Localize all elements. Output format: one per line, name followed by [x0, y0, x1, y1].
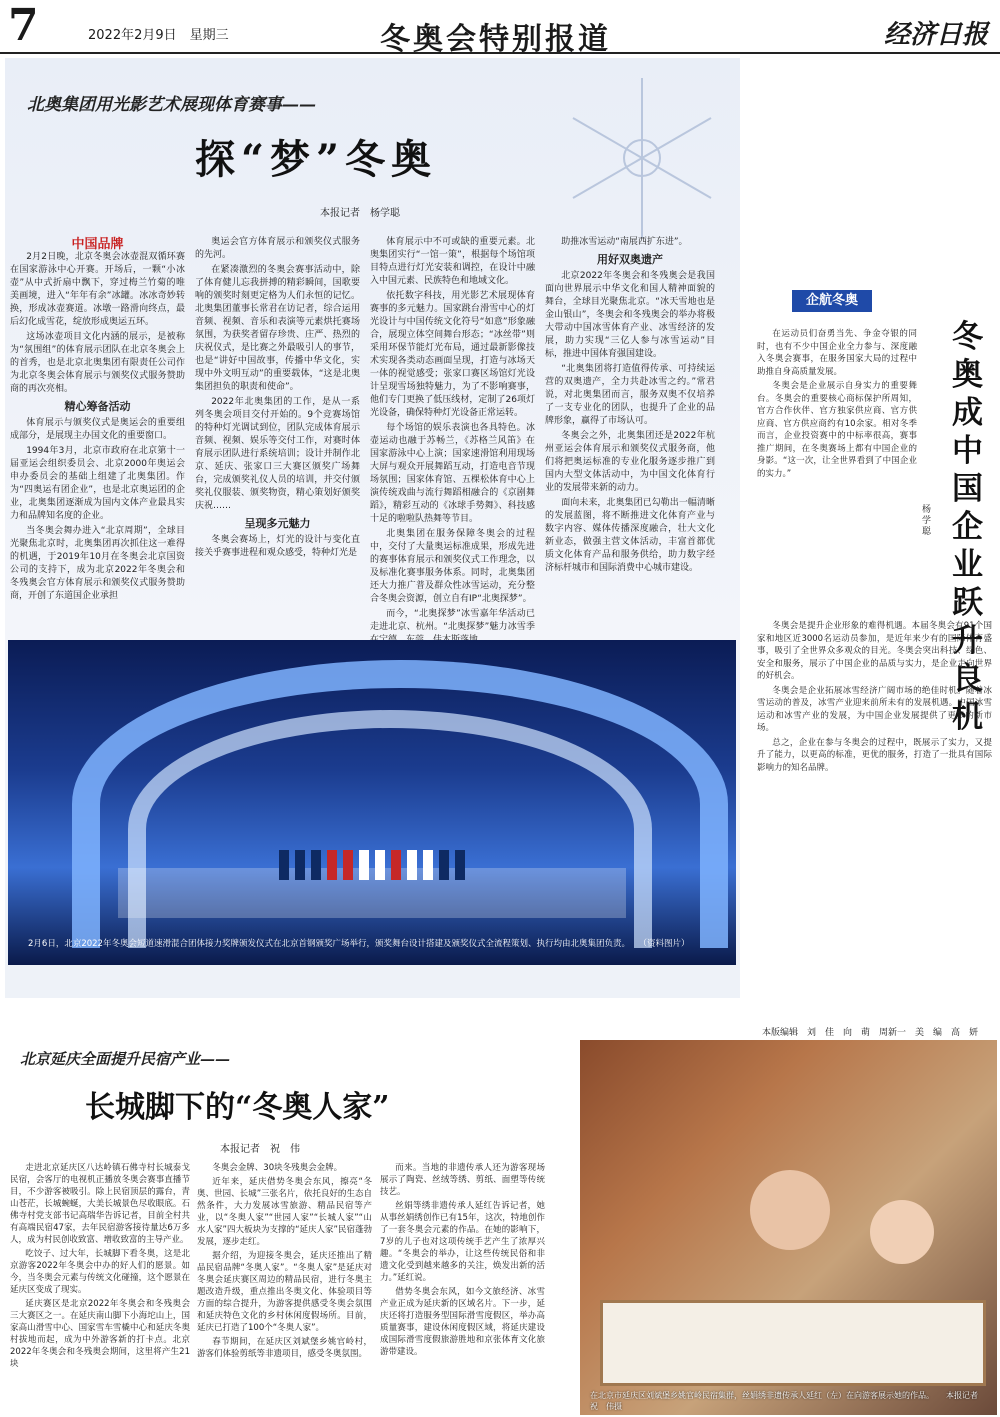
paragraph: 吃饺子、过大年，长城脚下看冬奥，这是北京游客2022年冬奥会中办的好人们的愿景。如今，当冬奥会元素与传统文化碰撞，这个愿景在延庆区变成了现实。 — [10, 1249, 190, 1295]
athletes-row — [118, 850, 626, 880]
person-figure — [750, 1170, 830, 1250]
story2-column-1 — [10, 1162, 190, 1372]
paragraph: 依托数字科技，用光影艺术展现体育赛事的多元魅力。国家跳台滑雪中心的灯光设计与中国传统文化符号“如意”形象融合，展现立体空间舞台形态；“冰丝带”则采用环保节能灯光布局，通过最新影像技术实现各类动态画面呈现，打造与冰场天一体的视觉感受；张家口赛区场馆灯光设计呈现雪场独特魅力，为了不影响赛事，他们专门更换了低压线材，定制了26项灯光设备，确保特种灯光设备正常运转。 — [370, 291, 535, 418]
page-number: 7 — [8, 0, 39, 51]
paragraph: 在紧凑激烈的冬奥会赛事活动中，除了体育健儿忘我拼搏的精彩瞬间，国歌要响的颁奖时刻更定格为人们永恒的记忆。北奥集团董事长常君在访记者，综合运用音频、视频、音乐和表演等元素烘托赛场氛围，为获奖者留存珍贵、庄严、热烈的庆祝仪式，是比赛之外最吸引人的事节，也是“讲好中国故事，传播中华文化，实现中外文明互动”的重要载体，“这是北奥集团担负的职责和使命”。 — [195, 265, 360, 392]
paragraph: 2022年北奥集团的工作，是从一系列冬奥会项目交付开始的。9个竞赛场馆的特种灯光调试到位，团队完成体育展示音频、视频、娱乐等交付工作，对赛时体育展示团队进行系统培训；设计并制作北京、延庆、张家口三大赛区颁奖广场舞台，完成颁奖礼仪人员的培训，并交付颁奖礼仪服装、颁奖物资，精心策划好颁奖庆祝…… — [195, 397, 360, 511]
child-figure — [870, 1200, 934, 1264]
photo1-caption: 2月6日，北京2022年冬奥会短道速滑混合团体接力奖牌颁发仪式在北京首钢颁奖广场举行，颁奖舞台设计搭建及颁奖仪式全流程策划、执行均由北奥集团负责。 （资料图片） — [28, 939, 690, 949]
homestay-photo — [580, 1040, 997, 1415]
paragraph: 延庆赛区是北京2022年冬奥会和冬残奥会三大赛区之一。在延庆南山脚下小海坨山上，国家高山滑雪中心、国家雪车雪橇中心和延庆冬奥村拔地而起，成为中外游客新的打卡点。北京2022年冬奥会和冬残奥会期间，这里将产生21块 — [10, 1299, 190, 1369]
paragraph: 体育展示中不可或缺的重要元素。北奥集团实行“一馆一策”，根据每个场馆项目特点进行灯光安装和调控，在设计中融入中国元素、民族特色和地域文化。 — [370, 237, 535, 286]
newspaper-logo: 经济日报 — [883, 20, 988, 50]
story1-subhead: 用好双奥遗产 — [597, 253, 663, 266]
paragraph: 走进北京延庆区八达岭镇石佛寺村长城泰戈民宿，会客厅的电视机正播放冬奥会赛事直播节目，不少游客被吸引。除上民宿顶层的露台，青山苍茫，长城蜿蜒，大美长城景色尽收眼底。石佛寺村党支部书记高瑞华告诉记者，目前全村共有高端民宿47家，去年民宿游客接待量达6万多人，成为村民创收致富、增收致富的主导产业。 — [10, 1163, 190, 1245]
paragraph: 而今，“北奥探梦”冰雪嘉年华活动已走进北京、杭州。“北奥探梦”魅力冰雪季 — [370, 609, 535, 632]
story3-body-bottom — [757, 620, 992, 776]
masthead — [0, 0, 1000, 57]
story1-column-3 — [370, 236, 535, 649]
story2-column-3 — [380, 1162, 545, 1360]
paragraph: 冬奥会赛场上，灯光的设计与变化直接关乎赛事进程和观众感受，特种灯光是 — [195, 535, 360, 558]
story2-column-2 — [197, 1162, 372, 1362]
paragraph: 奥运会官方体育展示和颁奖仪式服务的先河。 — [195, 237, 360, 260]
paragraph: 当冬奥会舞办进入“北京周期”，全球目光聚焦北京时，北奥集团再次抓住这一难得的机遇，于2019年10月在冬奥会北京国资公司的支持下，成为北京2022年冬奥会和冬残奥会官方体育展示和颁奖仪式服务赞助商，开创了东道国企业承担 — [10, 526, 185, 601]
snowflake-decoration-icon — [545, 58, 740, 258]
page-editors: 本版编辑 刘 佳 向 萌 周新一 美 编 高 妍 — [762, 1028, 979, 1038]
story1-subhead: 精心筹备活动 — [64, 400, 131, 413]
story1-subhead: 呈现多元魅力 — [244, 517, 311, 530]
paragraph: 冬奥会是提升企业形象的难得机遇。本届冬奥会有91个国家和地区近3000名运动员参加，是近年来少有的国际体育盛事，吸引了全世界众多观众的目光。冬奥会突出科技、绿色、安全和服务，展示了中国企业的品质与实力，是企业走向世界的好机会。 — [757, 621, 992, 681]
paragraph: 面向未来，北奥集团已勾勒出一幅清晰的发展蓝图，将不断推进文化体育产业与数字内容、媒体传播深度融合，壮大文化新业态，做强主营文体活动，丰富首都优质文化体育产品和服务供给，助力数字经济标杆城市和国际消费中心城市建设。 — [545, 498, 715, 573]
paragraph: 这场冰壶项目文化内涵的展示，是被称为“氛围组”的体育展示团队在北京冬奥会上的首秀，也是北京北奥集团有限责任公司作为北京冬奥会体育展示与颁奖仪式服务赞助商的再次亮相。 — [10, 332, 185, 394]
paragraph: 北奥集团在服务保障冬奥会的过程中，交付了大量奥运标准成果，形成先进的赛事体育展示和颁奖仪式工作理念，以及标准化赛事服务体系。同时，北奥集团还大力推广普及群众性冰雪运动，充分整合冬奥会资源，创立自有IP“北奥探梦”。 — [370, 529, 535, 604]
paragraph: 冬奥会之外，北奥集团还是2022年杭州亚运会体育展示和颁奖仪式服务商，他们将把奥运标准的专业化服务逐步推广到国内大型文体活动中，为中国文化体育行业的发展带来新的动力。 — [545, 431, 715, 493]
paragraph: 借势冬奥会东风，如今文旅经济、冰雪产业正成为延庆新的区域名片。下一步，延庆还将打造服务型国际滑雪度假区，举办高质量赛事，建设休闲度假区域，将延庆建设成国际滑雪度假旅游胜地和京张体育文化旅游带建设。 — [380, 1287, 545, 1357]
paragraph: 春节期间，在延庆区刘斌堡乡姚官岭村，游客们体验剪纸等非遗项目，感受冬奥氛围。 — [197, 1337, 372, 1359]
paragraph: 而来。当地的非遗传承人还为游客现场展示了陶瓷、丝绒等绣、剪纸、面塑等传统技艺。 — [380, 1163, 545, 1197]
story1-column-4 — [545, 236, 715, 577]
paragraph: 助推冰雪运动“南展西扩东进”。 — [561, 237, 688, 247]
medal-ceremony-photo — [8, 640, 736, 965]
paragraph: 近年来，延庆借势冬奥会东风，擦亮“冬奥、世园、长城”三张名片，依托良好的生态自然条件，大力发展冰雪旅游、精品民宿等产业，以“冬奥人家”“世园人家”“长城人家”“山水人家”四大板块为支撑的“延庆人家”民宿蓬勃发展，逐步走红。 — [197, 1177, 372, 1247]
paragraph: 1994年3月，北京市政府在北京第十一届亚运会组织委员会、北京2000年奥运会申办委员会的基础上组建了北奥集团。作为“四奥运有团企业”，也是北京奥运团的企业，北奥集团逐渐成为国内文体产业最具实力和品牌知名度的企业。 — [10, 446, 185, 521]
story3-headline: 冬奥成中国企业跃升良机 — [952, 319, 983, 735]
story3-body-top — [757, 328, 917, 482]
story2-kicker: 北京延庆全面提升民宿产业—— — [20, 1050, 231, 1068]
paragraph: 总之，企业在参与冬奥会的过程中，既展示了实力，又提升了能力，以更高的标准，更优的服务，打造了一批具有国际影响力的知名品牌。 — [757, 737, 992, 773]
paragraph: 北京2022年冬奥会和冬残奥会是我国面向世界展示中华文化和国人精神面貌的舞台，全球目光聚焦北京。“冰天雪地也是金山银山”，冬奥会和冬残奥会的举办将极大带动中国冰雪体育产业、冰雪经济的发展，助力实现“三亿人参与冰雪运动”目标，推进中国体育强国建设。 — [545, 271, 715, 359]
column-tag: 企航冬奥 — [792, 290, 872, 312]
paragraph: 体育展示与颁奖仪式是奥运会的重要组成部分，是展现主办国文化的重要窗口。 — [10, 418, 185, 441]
issue-date: 2022年2月9日 星期三 — [88, 28, 229, 43]
photo2-caption: 在北京市延庆区刘斌堡乡姚官岭民宿集群，丝娟绣非遗传承人延红（左）在向游客展示她的作品。 本报记者 祝 伟摄 — [590, 1391, 986, 1411]
story2-byline: 本报记者 祝 伟 — [220, 1144, 300, 1155]
embroidery-frames — [600, 1300, 986, 1386]
paragraph: 冬奥会是企业展示自身实力的重要舞台。冬奥会的重要核心商标保护所周知，官方合作伙伴、官方独家供应商、官方供应商、官方供应商约有10余家。相对冬季而言，企业投资赛中的中标率很高，赛事推广期间，在冬奥赛场上都有中国企业的身影。“这一次，让全世界看到了中国企业的实力。” — [757, 381, 917, 479]
story1-kicker: 北奥集团用光影艺术展现体育赛事—— — [27, 95, 316, 115]
story3-byline: 杨学聪 — [922, 505, 932, 537]
paragraph: 每个场馆的娱乐表演也各具特色。冰壶运动也融于苏畅兰，《苏格兰风笛》在国家游泳中心上演；国家速滑馆利用现场大屏与观众开展舞蹈互动，打造电音节现场氛围；国家体育馆、五棵松体育中心上演传统戏曲与流行舞蹈相融合的《京剧舞蹈》，精彩互动的《冰球手势舞》、科技感十足的啦啦队热舞等节目。 — [370, 423, 535, 524]
paragraph: 2月2日晚，北京冬奥会冰壶混双循环赛在国家游泳中心开赛。开场后，一颗“小冰壶”从中式折扇中飘下，穿过梅兰竹菊的唯美画境，进入“年年有余”冰罐。冰冰奇妙转换，形成冰壶赛道。冰墩一路滑向终点，最后幻化成雪花，绽放形成奥运五环。 — [10, 252, 185, 327]
paragraph: 冬奥会金牌、30块冬残奥会金牌。 — [212, 1163, 343, 1173]
section-title: 冬奥会特别报道 — [380, 22, 611, 57]
story1-column-2 — [195, 236, 360, 562]
paragraph: 冬奥会是企业拓展冰雪经济广阔市场的绝佳时机。随着冰雪运动的普及，冰雪产业迎来前所未有的发展机遇。中国冰雪运动和冰雪产业的发展，为中国企业发展提供了更多的新市场。 — [757, 685, 992, 733]
paragraph: 在运动员们奋勇当先、争金夺银的同时，也有不少中国企业全力参与、深度融入冬奥会赛事，在服务国家大局的过程中助推自身高质量发展。 — [757, 329, 917, 377]
story1-col1-subhead: 中国品牌 — [71, 237, 124, 252]
paragraph: “北奥集团将打造值得传承、可持续运营的双奥遗产，全力共赴冰雪之约。”常君说，对北奥集团而言，服务双奥不仅培养了一支专业化的团队，也提升了企业的品牌形象，赢得了市场认可。 — [545, 364, 715, 426]
story1-column-1 — [10, 238, 185, 605]
story1-byline: 本报记者 杨学聪 — [320, 208, 400, 219]
paragraph: 据介绍，为迎接冬奥会，延庆还推出了精品民宿品牌“冬奥人家”。“冬奥人家”是延庆对冬奥会延庆赛区周边的精品民宿，进行冬奥主题改造升级，重点推出冬奥文化、体验项目等方面的综合提升，为游客提供感受冬奥会氛围和延庆特色文化的乡村休闲度假场所。目前，延庆已打造了100个“冬奥人家”。 — [197, 1251, 372, 1333]
paragraph: 丝娟等绣非遗传承人延红告诉记者，她从事丝娟绣创作已有15年，这次，特地创作了一套冬奥会元素的作品。在她的影响下，7岁的儿子也对这项传统手艺产生了浓厚兴趣。“冬奥会的举办，让这些传统民俗和非遗文化受到越来越多的关注，焕发出新的活力。”延红说。 — [380, 1201, 545, 1283]
story-enterprise — [752, 290, 997, 1130]
story2-headline: 长城脚下的“冬奥人家” — [85, 1090, 390, 1125]
story1-headline: 探“梦”冬奥 — [195, 136, 438, 183]
